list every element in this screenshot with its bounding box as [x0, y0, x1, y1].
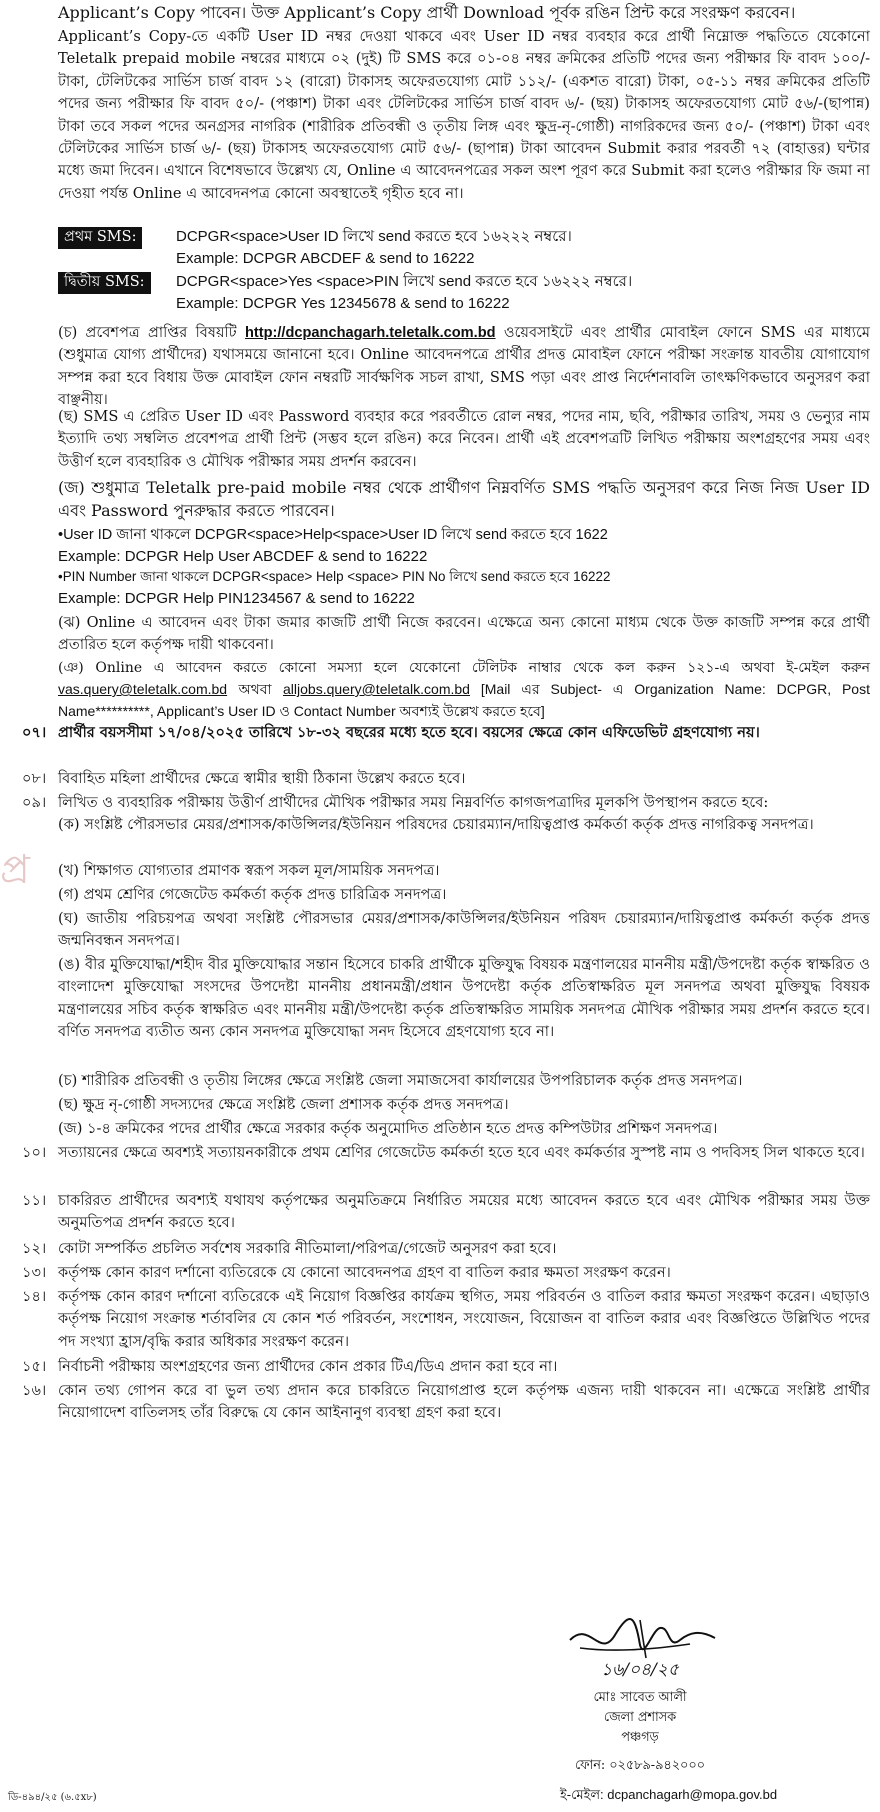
pin-example: Example: DCPGR Help PIN1234567 & send to 16222 [58, 590, 415, 607]
para-cha [58, 322, 870, 412]
para-nya-or: অথবা [227, 682, 283, 698]
item-14-number: ১৪। [22, 1288, 47, 1305]
signature-date: ১৬/০৪/২৫ [601, 1660, 679, 1680]
item-10-text: সত্যায়নের ক্ষেত্রে অবশ্যই সত্যায়নকারীকে প্রথম শ্রেণির গেজেটেড কর্মকর্তা হতে হবে এবং কর্মকর্তার সুস্পষ্ট নাম ও পদবিসহ সিল থাকতে হবে। [58, 1144, 865, 1161]
sub-item-nga: (ঙ) বীর মুক্তিযোদ্ধা/শহীদ বীর মুক্তিযোদ্ধার সন্তান হিসেবে চাকরি প্রার্থীকে মুক্তিযুদ্ধ বিষয়ক মন্ত্রণালয়ের মাননীয় মন্ত্রী/উপদেষ্টা কর্তৃক স্বাক্ষরিত ও বাংলাদেশ মুক্তিযোদ্ধা সংসদের উপদেষ্টা মাননীয় প্রধানমন্ত্রী/প্রধান উপদেষ্টা কর্তৃক প্রতিস্বাক্ষরিত মূল সনদপত্র অথবা মুক্তিযুদ্ধ বিষয়ক মন্ত্রণালয়ের সচিব কর্তৃক স্বাক্ষরিত এবং মাননীয় মন্ত্রী/উপদেষ্টা কর্তৃক প্রতিস্বাক্ষরিত সাময়িক সনদপত্র মৌখিক পরীক্ষার সময় প্রদর্শন করতে হবে। বর্ণিত সনদপত্র ব্যতীত অন্য কোন সনদপত্র মুক্তিযোদ্ধা সনদ হিসেবে গ্রহণযোগ্য হবে না। [58, 956, 870, 1041]
sms-first-row [58, 226, 870, 250]
item-12-text: কোটা সম্পর্কিত প্রচলিত সর্বশেষ সরকারি নীতিমালা/পরিপত্র/গেজেট অনুসরণ করা হবে। [58, 1240, 557, 1257]
item-09-number: ০৯। [22, 794, 47, 811]
para-nya [58, 658, 870, 723]
para-cha-prefix: (চ) প্রবেশপত্র প্রাপ্তির বিষয়টি [58, 324, 245, 341]
item-11-text: চাকরিরত প্রার্থীদের অবশ্যই যথাযথ কর্তৃপক্ষের অনুমতিক্রমে নির্ধারিত সময়ের মধ্যে আবেদন করতে হবে এবং মৌখিক পরীক্ষার সময় উক্ত অনুমতিপত্র প্রদর্শন করতে হবে। [58, 1192, 870, 1232]
sub-item-ka: (ক) সংশ্লিষ্ট পৌরসভার মেয়র/প্রশাসক/কাউন্সিলর/ইউনিয়ন পরিষদের চেয়ারম্যান/দায়িত্বপ্রাপ্ত কর্মকর্তা কর্তৃক প্রদত্ত নাগরিকত্ব সনদপত্র। [58, 816, 814, 833]
uid-line: •User ID জানা থাকলে DCPGR<space>Help<space>User ID লিখে send করতে হবে 1622 [58, 527, 608, 543]
pin-line: •PIN Number জানা থাকলে DCPGR<space> Help <space> PIN No লিখে send করতে হবে 16222 [58, 569, 611, 584]
sub-item-ga: (গ) প্রথম শ্রেণির গেজেটেড কর্মকর্তা কর্তৃক প্রদত্ত চারিত্রিক সনদপত্র। [58, 886, 447, 903]
sub-item-gha: (ঘ) জাতীয় পরিচয়পত্র অথবা সংশ্লিষ্ট পৌরসভার মেয়র/প্রশাসক/কাউন্সিলর/ইউনিয়ন পরিষদ চেয়ারম্যান/দায়িত্বপ্রাপ্ত কর্মকর্তা কর্তৃক প্রদত্ত জন্মনিবন্ধন সনদপত্র। [58, 910, 870, 950]
para-ja: (জ) শুধুমাত্র Teletalk pre-paid mobile নম্বর থেকে প্রার্থীগণ নিম্নবর্ণিত SMS পদ্ধতি অনুসরণ করে নিজ নিজ User ID এবং Password পুনরুদ্ধার করতে পারবেন। [58, 478, 870, 520]
item-07-text: প্রার্থীর বয়সসীমা ১৭/০৪/২০২৫ তারিখে ১৮-৩২ বছরের মধ্যে হতে হবে। বয়সের ক্ষেত্রে কোন এফিডেভিট গ্রহণযোগ্য নয়। [58, 724, 760, 741]
website-link[interactable]: http://dcpanchagarh.teletalk.com.bd [244, 325, 496, 341]
item-12-number: ১২। [22, 1240, 47, 1257]
sms-first-example-row [58, 248, 870, 272]
item-15-text: নির্বাচনী পরীক্ষায় অংশগ্রহণের জন্য প্রার্থীদের কোন প্রকার টিএ/ডিএ প্রদান করা হবে না। [58, 1358, 558, 1375]
uid-example: Example: DCPGR Help User ABCDEF & send to 16222 [58, 548, 428, 565]
signatory-name: মোঃ সাবেত আলী [593, 1690, 687, 1705]
sms-second-example: Example: DCPGR Yes 12345678 & send to 16222 [176, 295, 510, 312]
para-jha: (ঝ) Online এ আবেদন এবং টাকা জমার কাজটি প্রার্থী নিজে করবেন। এক্ষেত্রে অন্য কোনো মাধ্যম থেকে উক্ত কাজটি সম্পন্ন করে প্রার্থী প্রতারিত হলে কর্তৃপক্ষ দায়ী থাকবেনা। [58, 614, 870, 654]
signatory-district: পঞ্চগড় [621, 1730, 659, 1745]
sms-second-row [58, 271, 870, 295]
item-16-text: কোন তথ্য গোপন করে বা ভুল তথ্য প্রদান করে চাকরিতে নিয়োগপ্রাপ্ত হলে কর্তৃপক্ষ এজন্য দায়ী থাকবেন না। এক্ষেত্রে সংশ্লিষ্ট প্রার্থীর নিয়োগাদেশ বাতিলসহ তাঁর বিরুদ্ধে যে কোন আইনানুগ ব্যবস্থা গ্রহণ করা হবে। [58, 1382, 870, 1422]
sub-item-cha: (চ) শারীরিক প্রতিবন্ধী ও তৃতীয় লিঙ্গের ক্ষেত্রে সংশ্লিষ্ট জেলা সমাজসেবা কার্যালয়ের উপপরিচালক কর্তৃক প্রদত্ত সনদপত্র। [58, 1072, 743, 1089]
intro-line-1: Applicant’s Copy পাবেন। উক্ত Applicant’s Copy প্রার্থী Download পূর্বক রঙিন প্রিন্ট করে সংরক্ষণ করবেন। [58, 3, 796, 22]
sub-item-ja: (জ) ১-৪ ক্রমিকের পদের প্রার্থীর ক্ষেত্রে সরকার কর্তৃক অনুমোদিত প্রতিষ্ঠান হতে প্রদত্ত কম্পিউটার প্রশিক্ষণ সনদপত্র। [58, 1120, 718, 1137]
signatory-phone: ফোন: ০২৫৮৯-৯৪২০০০ [574, 1758, 706, 1773]
alljobs-query-email-link[interactable]: alljobs.query@teletalk.com.bd [283, 681, 470, 697]
sms-second-label: দ্বিতীয় SMS: [58, 272, 151, 294]
item-15-number: ১৫। [22, 1358, 47, 1375]
sms-second-example-row [58, 293, 870, 317]
footer-reference: ডি-৪৯৪/২৫ (৬.৫x৮) [8, 1792, 97, 1803]
item-14-text: কর্তৃপক্ষ কোন কারণ দর্শানো ব্যতিরেকে এই নিয়োগ বিজ্ঞপ্তির কার্যক্রম স্থগিত, সময় পরিবর্তন ও বাতিল করার ক্ষমতা সংরক্ষণ করেন। এছাড়াও কর্তৃপক্ষ নিয়োগ সংক্রান্ত শর্তাবলির যে কোন শর্ত পরিবর্তন, সংশোধন, সংযোজন, বিয়োজন বা বাতিল করার এবং বিজ্ঞপ্তিতে উল্লিখিত পদের পদ সংখ্যা হ্রাস/বৃদ্ধি করার অধিকার সংরক্ষণ করেন। [58, 1288, 870, 1350]
sub-item-kha: (খ) শিক্ষাগত যোগ্যতার প্রমাণক স্বরূপ সকল মূল/সাময়িক সনদপত্র। [58, 862, 440, 879]
item-13-text: কর্তৃপক্ষ কোন কারণ দর্শানো ব্যতিরেকে যে কোনো আবেদনপত্র গ্রহণ বা বাতিল করার ক্ষমতা সংরক্ষণ করেন। [58, 1264, 671, 1281]
para-cha-rest: ওয়েবসাইটে এবং প্রার্থীর মোবাইল ফোনে SMS এর মাধ্যমে (শুধুমাত্র যোগ্য প্রার্থীদের) যথাসময়ে জানানো হবে। Online আবেদনপত্রে প্রার্থীর প্রদত্ত মোবাইল ফোনে পরীক্ষা সংক্রান্ত যাবতীয় যোগাযোগ সম্পন্ন করা হবে বিধায় উক্ত মোবাইল ফোন নম্বরটি সার্বক্ষণিক সচল রাখা, SMS পড়া এবং প্রাপ্ত নির্দেশনাবলি তাৎক্ষণিকভাবে অনুসরণ করা বাঞ্ছনীয়। [58, 324, 870, 409]
sms-first-example: Example: DCPGR ABCDEF & send to 16222 [176, 250, 475, 267]
watermark: প্র [0, 847, 30, 893]
item-13-number: ১৩। [22, 1264, 47, 1281]
sms-second-text: DCPGR<space>Yes <space>PIN লিখে send করতে হবে ১৬২২২ নম্বরে। [176, 273, 633, 290]
signature-block [540, 1600, 740, 1790]
signatory-title: জেলা প্রশাসক [603, 1710, 677, 1725]
item-10-number: ১০। [22, 1144, 47, 1161]
item-08-number: ০৮। [22, 770, 47, 787]
sms-first-label: প্রথম SMS: [58, 227, 142, 249]
item-16-number: ১৬। [22, 1382, 47, 1399]
item-07-number: ০৭। [22, 724, 47, 741]
sub-item-chha: (ছ) ক্ষুদ্র নৃ-গোষ্ঠী সদস্যদের ক্ষেত্রে সংশ্লিষ্ট জেলা প্রশাসক কর্তৃক প্রদত্ত সনদপত্র। [58, 1096, 509, 1113]
sms-first-text: DCPGR<space>User ID লিখে send করতে হবে ১৬২২২ নম্বরে। [176, 228, 572, 245]
para-nya-rest: [Mail এর Subject- এ Organization Name: DCPGR, Post Name**********, Applicant’s User ID ও Contact Number অবশ্যই উল্লেখ করতে হবে] [58, 681, 870, 719]
item-09-text: লিখিত ও ব্যবহারিক পরীক্ষায় উত্তীর্ণ প্রার্থীদের মৌখিক পরীক্ষার সময় নিম্নবর্ণিত কাগজপত্রাদির মূলকপি উপস্থাপন করতে হবে: [58, 794, 769, 811]
para-chha: (ছ) SMS এ প্রেরিত User ID এবং Password ব্যবহার করে পরবর্তীতে রোল নম্বর, পদের নাম, ছবি, পরীক্ষার তারিখ, সময় ও ভেন্যুর নাম ইত্যাদি তথ্য সম্বলিত প্রবেশপত্র প্রার্থী প্রিন্ট (সম্ভব হলে রঙিন) করে নিবেন। প্রার্থী এই প্রবেশপত্রটি লিখিত পরীক্ষায় অংশগ্রহণের সময় এবং উত্তীর্ণ হলে ব্যবহারিক ও মৌখিক পরীক্ষার সময় প্রদর্শন করবেন। [58, 408, 870, 470]
item-08-text: বিবাহিত মহিলা প্রার্থীদের ক্ষেত্রে স্বামীর স্থায়ী ঠিকানা উল্লেখ করতে হবে। [58, 770, 466, 787]
intro-paragraph: Applicant’s Copy-তে একটি User ID নম্বর দেওয়া থাকবে এবং User ID নম্বর ব্যবহার করে প্রার্থী নিম্নোক্ত পদ্ধতিতে যেকোনো Teletalk prepaid mobile নম্বরের মাধ্যমে ০২ (দুই) টি SMS করে ০১-০৪ নম্বর ক্রমিকের প্রতিটি পদের জন্য পরীক্ষার ফি বাবদ ১০০/- টাকা, টেলিটকের সার্ভিস চার্জ বাবদ ১২ (বারো) টাকাসহ অফেরতযোগ্য মোট ১১২/- (একশত বারো) টাকা, ০৫-১১ নম্বর ক্রমিকের প্রতিটি পদের জন্য পরীক্ষার ফি বাবদ ৫০/- (পঞ্চাশ) টাকা এবং টেলিটকের সার্ভিস চার্জ বাবদ ৬/- (ছয়) টাকাসহ অফেরতযোগ্য মোট ৫৬/-(ছাপান্ন) টাকা তবে সকল পদের অনগ্রসর নাগরিক (শারীরিক প্রতিবন্ধী ও তৃতীয় লিঙ্গ এবং ক্ষুদ্র-নৃ-গোষ্ঠী) নাগরিকদের জন্য ৫০/- (পঞ্চাশ) টাকা এবং টেলিটকের সার্ভিস চার্জ ৬/- (ছয়) টাকাসহ অফেরতযোগ্য মোট ৫৬/- (ছাপান্ন) টাকা আবেদন Submit করার পরবর্তী ৭২ (বাহাত্তর) ঘন্টার মধ্যে জমা দিবেন। এখানে বিশেষভাবে উল্লেখ্য যে, Online এ আবেদনপত্রের সকল অংশ পূরণ করে Submit করা হলেও পরীক্ষার ফি জমা না দেওয়া পর্যন্ত Online এ আবেদনপত্র কোনো অবস্থাতেই গৃহীত হবে না। [58, 28, 870, 202]
item-11-number: ১১। [22, 1192, 47, 1209]
signatory-email: ই-মেইল: dcpanchagarh@mopa.gov.bd [560, 1787, 778, 1802]
para-nya-text: (ঞ) Online এ আবেদন করতে কোনো সমস্যা হলে যেকোনো টেলিটক নাম্বার থেকে কল করুন ১২১-এ অথবা ই-মেইল করুন [58, 660, 870, 676]
vas-query-email-link[interactable]: vas.query@teletalk.com.bd [58, 681, 228, 697]
